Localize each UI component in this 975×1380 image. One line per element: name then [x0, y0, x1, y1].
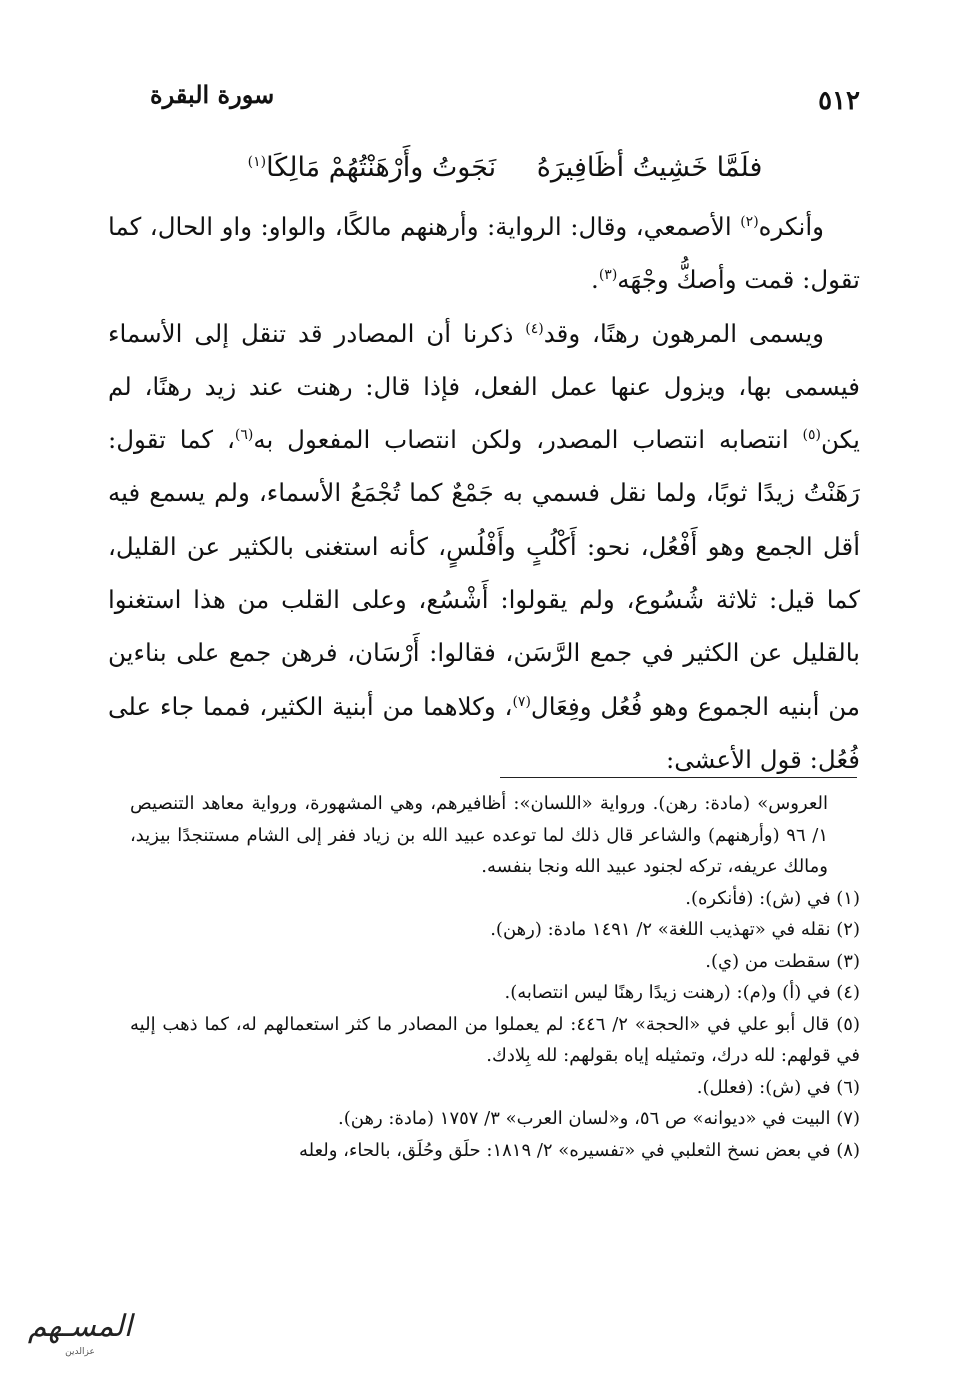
- footnote-item: (٦) في (ش): (فعلل).: [696, 1076, 860, 1098]
- page-number: ٥١٢: [818, 86, 860, 116]
- footnotes: [130, 788, 860, 1166]
- footnote-item: (٨) في بعض نسخ الثعلبي في «تفسيره» ٢/ ١٨١٩: حلَق وحُلَق، بالحاء، ولعله: [298, 1139, 860, 1161]
- footnote-ref: (٥): [802, 427, 821, 444]
- logo-text: المسـهم: [27, 1309, 133, 1344]
- footnote-ref: (١): [247, 154, 267, 170]
- footnote-item: (٣) سقطت من (ي).: [705, 950, 860, 972]
- footnote-ref: (٤): [525, 320, 544, 337]
- verse-hemistich-right: فلَمَّا خَشِيتُ أظَافِيرَهُ: [536, 152, 763, 183]
- footnote-divider: [500, 777, 857, 778]
- body-text: [108, 200, 860, 786]
- footnote-ref: (٧): [512, 693, 531, 710]
- footnote-item: (٤) في (أ) و(م): (رهنت زيدًا رهنًا ليس انتصابه).: [504, 982, 860, 1003]
- poetry-verse: [150, 148, 860, 188]
- footnote-ref: (٦): [234, 427, 254, 444]
- footnote-ref: (٢): [740, 213, 759, 230]
- footnote-item: (٢) نقله في «تهذيب اللغة» ٢/ ١٤٩١ مادة: (رهن).: [490, 919, 860, 940]
- footnote-item: (١) في (ش): (فأنكره).: [685, 887, 860, 909]
- page-header: [150, 80, 860, 120]
- publisher-logo: [10, 1300, 150, 1360]
- body-paragraph: ويسمى المرهون رهنًا، وقد$^{(٤)}$ ذكرنا أن المصادر قد تنقل إلى الأسماء فيسمى بها، ويزول عنها عمل الفعل، فإذا قال: رهنت عند زيد رهنًا، لم يكن$^{(٥)}$ انتصابه انتصاب المصدر، ولكن انتصاب المفعول به$^{(٦)}$، كما تقول: رَهَنْتُ زيدًا ثوبًا، ولما نقل فسمي به جَمْعٌ كما تُجْمَعُ الأسماء، ولم يسمع فيه أقل الجمع وهو أَفْعُل، نحو: أَكْلُبٍ وأَفْلُسٍ، كأنه استغنى بالكثير عن القليل، كما قيل: ثلاثة شُسُوع، ولم يقولوا: أَشْسُع، وعلى القلب من هذا استغنوا بالقليل عن الكثير في جمع الرَّسَن، فقالوا: أَرْسَان، فرهن جمع على بناءين من أبنيه الجموع وهو فُعُل وفِعَال$^{(٧)}$، وكلاهما من أبنية الكثير، فمما جاء على فُعُل: قول الأعشى:: [108, 318, 860, 774]
- body-paragraph: وأنكره$^{(٢)}$ الأصمعي، وقال: الرواية: وأرهنهم مالكًا، والواو: واو الحال، كما تقول: قمت وأصكُّ وجْهَه$^{(٣)}$.: [108, 212, 860, 295]
- surah-title: سورة البقرة: [150, 80, 275, 109]
- footnote-item: (٥) قال أبو علي في «الحجة» ٢/ ٤٤٦: لم يعملوا من المصادر ما كثر استعمالهم له، كما ذهب إليه في قولهم: لله درك، وتمثيله إياه بقولهم: لله بِلادك.: [130, 1013, 860, 1066]
- verse-hemistich-left: نَجَوتُ وأَرْهَنْتُهُمْ مَالِكَا$^{(١)}$: [247, 152, 497, 183]
- footnote-ref: (٣): [598, 267, 618, 284]
- logo-subtext: عزالدين: [65, 1347, 95, 1357]
- footnote-item: (٧) البيت في «ديوانه» ص ٥٦، و«لسان العرب» ٣/ ١٧٥٧ (مادة: رهن).: [338, 1108, 860, 1129]
- footnote-continuation: العروس» (مادة: رهن). ورواية «اللسان»: أظافيرهم، وهي المشهورة، ورواية معاهد التنصيص ١/ ٩٦ (وأرهنهم) والشاعر قال ذلك لما توعده عبيد الله بن زياد ففر إلى الشام مستنجدًا بيزيد، ومالك عريفه، تركه لجنود عبيد الله ونجا بنفسه.: [130, 793, 828, 877]
